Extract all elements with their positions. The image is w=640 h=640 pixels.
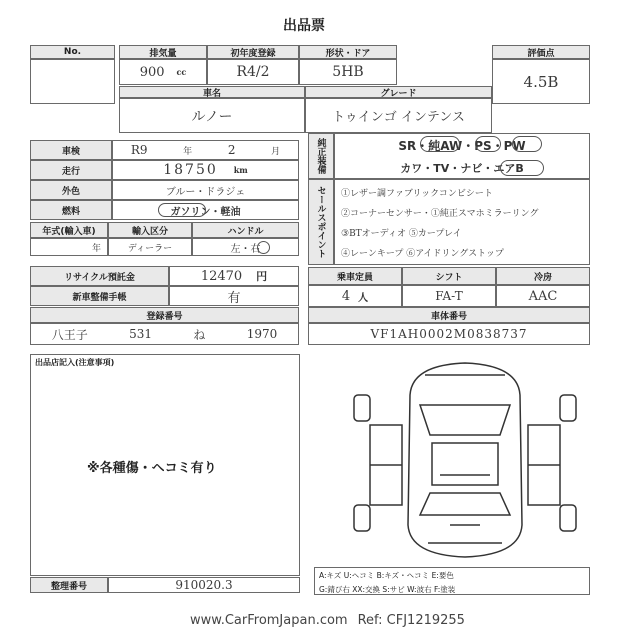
- legend-line2: G:錆び右 XX:交換 S:サビ W:波右 F:塗装: [319, 585, 456, 594]
- first-reg-value: R4/2: [207, 59, 299, 85]
- capacity-label: 乗車定員: [308, 267, 402, 285]
- wheel-rear-left: [354, 505, 370, 531]
- equipment-label: 純正装備: [308, 133, 334, 179]
- wheel-front-left: [354, 395, 370, 421]
- fuel-value: ガソリン・軽油: [112, 200, 299, 220]
- inspection-year: R9: [130, 143, 148, 157]
- grade-label: グレード: [305, 86, 492, 98]
- recycle-label: リサイクル預託金: [30, 266, 169, 286]
- displacement-unit: cc: [176, 67, 187, 77]
- equipment-line1: SR・純AW・PS・PW: [398, 138, 526, 153]
- windshield: [420, 405, 510, 435]
- plate-class: 531: [129, 327, 152, 341]
- manual-value: 有: [169, 286, 299, 306]
- shift-label: シフト: [402, 267, 496, 285]
- color-label: 外色: [30, 180, 112, 200]
- shape-value: 5HB: [299, 59, 397, 85]
- car-name-label: 車名: [119, 86, 305, 98]
- car-name-value: ルノー: [119, 98, 305, 133]
- sales-point-line: ③BTオーディオ ⑤カープレイ: [341, 228, 462, 239]
- import-type-label: 輸入区分: [108, 222, 192, 238]
- equipment-box: [334, 133, 590, 179]
- roof: [432, 443, 498, 485]
- equip-circle-pw: [512, 136, 542, 152]
- ac-value: AAC: [496, 285, 590, 307]
- manual-label: 新車整備手帳: [30, 286, 169, 306]
- equip-circle-aw: [420, 136, 460, 152]
- inspection-value: [112, 140, 299, 160]
- displacement-value-box: [119, 59, 207, 85]
- fuel-circle: [158, 203, 206, 217]
- equip-circle-airbag: [500, 160, 544, 176]
- no-label: No.: [30, 45, 115, 59]
- inspection-year-unit: 年: [183, 146, 193, 157]
- fuel-label: 燃料: [30, 200, 112, 220]
- sales-points-label: セールスポイント: [308, 179, 334, 265]
- shape-label: 形状・ドア: [299, 45, 397, 59]
- grade-score-label: 評価点: [492, 45, 590, 59]
- footer-site: www.CarFromJapan.com: [190, 613, 348, 628]
- mileage-value: 18750: [163, 162, 218, 178]
- capacity-unit: 人: [358, 292, 369, 304]
- inspection-label: 車検: [30, 140, 112, 160]
- notes-box: [30, 354, 300, 576]
- first-reg-label: 初年度登録: [207, 45, 299, 59]
- import-year-label: 年式(輸入車): [30, 222, 108, 238]
- rear-window: [420, 493, 510, 515]
- inspection-month-unit: 月: [271, 146, 281, 157]
- plate-label: 登録番号: [30, 307, 299, 323]
- color-value: ブルー・ドラジェ: [112, 180, 299, 200]
- management-label: 整理番号: [30, 577, 108, 593]
- handle-circle: [257, 241, 270, 254]
- sales-points-box: [334, 179, 590, 265]
- displacement-label: 排気量: [119, 45, 207, 59]
- grade-score-value: 4.5B: [492, 59, 590, 104]
- year-value: 年: [30, 238, 108, 256]
- grade-value: トゥインゴ インテンス: [305, 98, 492, 133]
- sales-point-line: ①レザー調ファブリックコンビシート: [341, 188, 493, 199]
- sales-point-line: ②コーナーセンサー・①純正スマホミラーリング: [341, 208, 539, 219]
- equipment-line2: カワ・TV・ナビ・エアB: [400, 161, 524, 175]
- legend-line1: A:キズ U:ヘコミ B:キズ・ヘコミ E:要色: [319, 571, 454, 580]
- plate-value: [30, 323, 299, 345]
- plate-number: 1970: [246, 327, 278, 341]
- sales-point-line: ④レーンキープ ⑥アイドリングストップ: [341, 248, 504, 259]
- capacity-value: 4: [341, 288, 351, 304]
- no-value: [30, 59, 115, 104]
- handle-value: 左・右: [192, 238, 299, 256]
- management-value: 910020.3: [108, 577, 300, 593]
- displacement-value: 900: [139, 64, 165, 80]
- car-diagram: [340, 355, 590, 570]
- recycle-unit: 円: [256, 270, 268, 283]
- wheel-front-right: [560, 395, 576, 421]
- page-title: 出品票: [283, 18, 325, 34]
- footer: [190, 613, 465, 628]
- plate-area: 八王子: [51, 327, 88, 342]
- recycle-value-box: [169, 266, 299, 286]
- footer-ref: Ref: CFJ1219255: [357, 613, 465, 628]
- handle-label: ハンドル: [192, 222, 299, 238]
- shift-value: FA-T: [402, 285, 496, 307]
- capacity-value-box: [308, 285, 402, 307]
- dealer-value: ディーラー: [108, 238, 192, 256]
- recycle-value: 12470: [200, 268, 243, 284]
- mileage-unit: km: [233, 165, 248, 175]
- inspection-month: 2: [227, 143, 236, 157]
- equip-circle-ps: [475, 136, 501, 152]
- mileage-label: 走行: [30, 160, 112, 180]
- legend-box: [314, 567, 590, 595]
- notes-label: 出品店記入(注意事項): [35, 358, 115, 367]
- ac-label: 冷房: [496, 267, 590, 285]
- mileage-value-box: [112, 160, 299, 180]
- car-body-outline: [408, 363, 522, 557]
- notes-text: ※各種傷・ヘコミ有り: [87, 461, 217, 476]
- wheel-rear-right: [560, 505, 576, 531]
- vin-label: 車体番号: [308, 307, 590, 323]
- vin-value: VF1AH0002M0838737: [308, 323, 590, 345]
- plate-kana: ね: [193, 327, 206, 342]
